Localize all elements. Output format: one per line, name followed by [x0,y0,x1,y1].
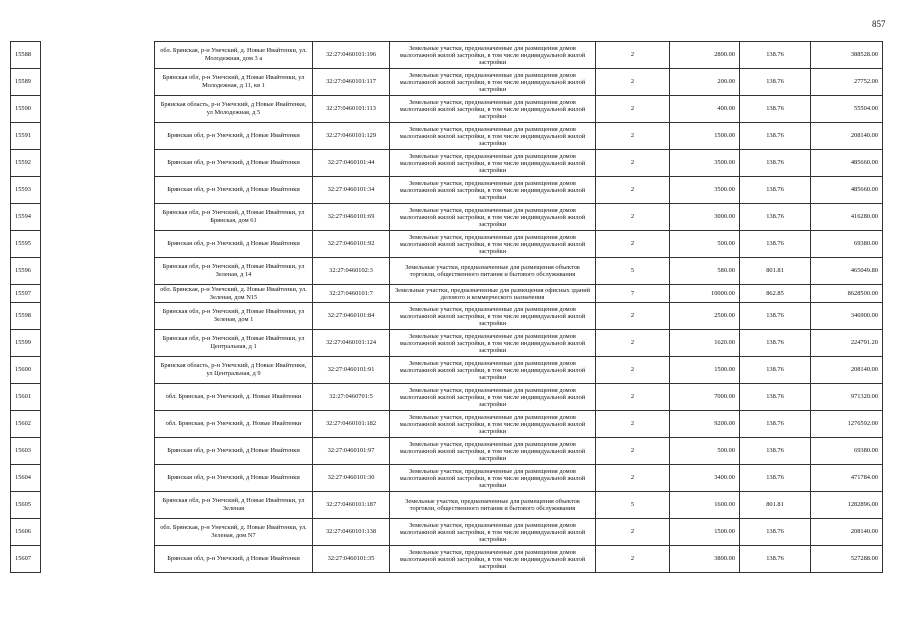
empty-cell [41,384,155,411]
land-use-cell: Земельные участки, предназначенные для размещения домов малоэтажной жилой застройки, в том числе индивидуальной жилой застройки [390,150,596,177]
land-use-cell: Земельные участки, предназначенные для размещения домов малоэтажной жилой застройки, в том числе индивидуальной жилой застройки [390,96,596,123]
cadastral-value-cell: 55504.00 [811,96,883,123]
rate-cell: 138.76 [740,411,811,438]
cadastral-value-cell: 465049.80 [811,258,883,285]
group-cell: 2 [596,42,670,69]
rate-cell: 801.81 [740,258,811,285]
table-row [11,519,883,546]
empty-cell [41,177,155,204]
area-cell: 7000.00 [670,384,740,411]
address-cell: Брянская обл, р-н Унечский, д Новые Ивайтенки, ул Зеленая, дом 1 [155,303,313,330]
group-cell: 2 [596,411,670,438]
cadastral-number-cell: 32:27:0460101:182 [313,411,390,438]
cadastral-number-cell: 32:27:0460101:113 [313,96,390,123]
rate-cell: 138.76 [740,384,811,411]
rate-cell: 138.76 [740,204,811,231]
cadastral-number-cell: 32:27:0460701:5 [313,384,390,411]
row-number-cell: 15595 [11,231,41,258]
land-use-cell: Земельные участки, предназначенные для размещения домов малоэтажной жилой застройки, в том числе индивидуальной жилой застройки [390,519,596,546]
cadastral-value-cell: 208140.00 [811,123,883,150]
table-row [11,123,883,150]
group-cell: 2 [596,384,670,411]
cadastral-value-cell: 69380.00 [811,231,883,258]
group-cell: 2 [596,69,670,96]
row-number-cell: 15588 [11,42,41,69]
empty-cell [41,204,155,231]
cadastral-number-cell: 32:27:0460101:187 [313,492,390,519]
land-use-cell: Земельные участки, предназначенные для размещения домов малоэтажной жилой застройки, в том числе индивидуальной жилой застройки [390,546,596,573]
table-row [11,285,883,303]
cadastral-number-cell: 32:27:0460101:129 [313,123,390,150]
empty-cell [41,42,155,69]
address-cell: обл. Брянская, р-н Унечский, д. Новые Ивайтенки, ул. Зеленая, дом N7 [155,519,313,546]
table-row [11,330,883,357]
cadastral-value-cell: 471784.00 [811,465,883,492]
cadastral-number-cell: 32:27:0460101:69 [313,204,390,231]
cadastral-value-table [10,41,883,573]
group-cell: 2 [596,177,670,204]
empty-cell [41,231,155,258]
cadastral-value-cell: 27752.00 [811,69,883,96]
group-cell: 2 [596,546,670,573]
area-cell: 200.00 [670,69,740,96]
table-row [11,357,883,384]
row-number-cell: 15607 [11,546,41,573]
row-number-cell: 15592 [11,150,41,177]
rate-cell: 138.76 [740,303,811,330]
group-cell: 2 [596,330,670,357]
table-row [11,411,883,438]
group-cell: 2 [596,123,670,150]
cadastral-value-cell: 388528.00 [811,42,883,69]
cadastral-number-cell: 32:27:0460101:30 [313,465,390,492]
row-number-cell: 15596 [11,258,41,285]
land-use-cell: Земельные участки, предназначенные для размещения домов малоэтажной жилой застройки, в том числе индивидуальной жилой застройки [390,303,596,330]
cadastral-value-cell: 527288.00 [811,546,883,573]
empty-cell [41,69,155,96]
table-row [11,492,883,519]
address-cell: Брянская область, р-н Унечский, д Новые Ивайтенки, ул Молодежная, д 5 [155,96,313,123]
address-cell: обл. Брянская, р-н Унечский, д. Новые Ивайтенки, ул. Зеленая, дом N15 [155,285,313,303]
cadastral-number-cell: 32:27:0460101:196 [313,42,390,69]
page-number: 857 [872,19,886,29]
table-row [11,150,883,177]
empty-cell [41,330,155,357]
row-number-cell: 15606 [11,519,41,546]
area-cell: 3800.00 [670,546,740,573]
address-cell: Брянская обл, р-н Унечский, д Новые Ивайтенки, ул Центральная, д 1 [155,330,313,357]
land-use-cell: Земельные участки, предназначенные для размещения домов малоэтажной жилой застройки, в том числе индивидуальной жилой застройки [390,357,596,384]
address-cell: Брянская обл, р-н Унечский, д Новые Ивайтенки [155,465,313,492]
rate-cell: 862.85 [740,285,811,303]
row-number-cell: 15594 [11,204,41,231]
row-number-cell: 15590 [11,96,41,123]
group-cell: 2 [596,150,670,177]
area-cell: 2500.00 [670,303,740,330]
table-row [11,546,883,573]
table-row [11,204,883,231]
table-row [11,177,883,204]
empty-cell [41,150,155,177]
land-use-cell: Земельные участки, предназначенные для размещения домов малоэтажной жилой застройки, в том числе индивидуальной жилой застройки [390,231,596,258]
empty-cell [41,123,155,150]
land-use-cell: Земельные участки, предназначенные для размещения домов малоэтажной жилой застройки, в том числе индивидуальной жилой застройки [390,465,596,492]
address-cell: Брянская обл, р-н Унечский, д Новые Ивайтенки [155,438,313,465]
rate-cell: 138.76 [740,96,811,123]
cadastral-value-cell: 208140.00 [811,519,883,546]
table-body [11,42,883,573]
group-cell: 2 [596,96,670,123]
address-cell: Брянская обл, р-н Унечский, д Новые Ивайтенки [155,177,313,204]
row-number-cell: 15597 [11,285,41,303]
land-use-cell: Земельные участки, предназначенные для размещения домов малоэтажной жилой застройки, в том числе индивидуальной жилой застройки [390,42,596,69]
cadastral-value-cell: 416280.00 [811,204,883,231]
land-use-cell: Земельные участки, предназначенные для размещения объектов торговли, общественного питания и бытового обслуживания [390,492,596,519]
cadastral-value-cell: 485660.00 [811,177,883,204]
table-row [11,96,883,123]
land-use-cell: Земельные участки, предназначенные для размещения домов малоэтажной жилой застройки, в том числе индивидуальной жилой застройки [390,438,596,465]
table-row [11,258,883,285]
row-number-cell: 15600 [11,357,41,384]
land-use-cell: Земельные участки, предназначенные для размещения домов малоэтажной жилой застройки, в том числе индивидуальной жилой застройки [390,69,596,96]
cadastral-number-cell: 32:27:0460101:92 [313,231,390,258]
area-cell: 3500.00 [670,150,740,177]
empty-cell [41,519,155,546]
area-cell: 580.00 [670,258,740,285]
empty-cell [41,96,155,123]
table-row [11,42,883,69]
group-cell: 2 [596,204,670,231]
address-cell: Брянская обл, р-н Унечский, д Новые Ивайтенки [155,123,313,150]
area-cell: 1500.00 [670,519,740,546]
land-use-cell: Земельные участки, предназначенные для размещения домов малоэтажной жилой застройки, в том числе индивидуальной жилой застройки [390,384,596,411]
address-cell: Брянская обл, р-н Унечский, д Новые Ивайтенки, ул Зеленая [155,492,313,519]
cadastral-number-cell: 32:27:0460101:7 [313,285,390,303]
cadastral-number-cell: 32:27:0460101:44 [313,150,390,177]
area-cell: 9200.00 [670,411,740,438]
address-cell: Брянская обл, р-н Унечский, д Новые Ивайтенки, ул Молодежная, д 11, кв 1 [155,69,313,96]
land-use-cell: Земельные участки, предназначенные для размещения домов малоэтажной жилой застройки, в том числе индивидуальной жилой застройки [390,177,596,204]
address-cell: Брянская обл, р-н Унечский, д Новые Ивайтенки [155,150,313,177]
row-number-cell: 15598 [11,303,41,330]
cadastral-value-cell: 1276592.00 [811,411,883,438]
cadastral-value-cell: 8628500.00 [811,285,883,303]
cadastral-number-cell: 32:27:0460101:35 [313,546,390,573]
rate-cell: 138.76 [740,438,811,465]
rate-cell: 138.76 [740,177,811,204]
rate-cell: 138.76 [740,69,811,96]
address-cell: Брянская обл, р-н Унечский, д Новые Ивайтенки, ул Брянская, дом 61 [155,204,313,231]
area-cell: 1600.00 [670,492,740,519]
row-number-cell: 15602 [11,411,41,438]
empty-cell [41,411,155,438]
cadastral-value-cell: 346900.00 [811,303,883,330]
area-cell: 10000.00 [670,285,740,303]
cadastral-value-cell: 208140.00 [811,357,883,384]
area-cell: 2800.00 [670,42,740,69]
cadastral-value-cell: 1282896.00 [811,492,883,519]
table-row [11,69,883,96]
land-use-cell: Земельные участки, предназначенные для размещения домов малоэтажной жилой застройки, в том числе индивидуальной жилой застройки [390,411,596,438]
cadastral-number-cell: 32:27:0460101:124 [313,330,390,357]
rate-cell: 138.76 [740,519,811,546]
row-number-cell: 15599 [11,330,41,357]
group-cell: 2 [596,357,670,384]
group-cell: 2 [596,465,670,492]
area-cell: 3500.00 [670,177,740,204]
empty-cell [41,465,155,492]
row-number-cell: 15605 [11,492,41,519]
table-row [11,465,883,492]
row-number-cell: 15589 [11,69,41,96]
group-cell: 2 [596,231,670,258]
cadastral-value-cell: 69380.00 [811,438,883,465]
empty-cell [41,546,155,573]
empty-cell [41,492,155,519]
area-cell: 3400.00 [670,465,740,492]
area-cell: 400.00 [670,96,740,123]
cadastral-number-cell: 32:27:0460101:97 [313,438,390,465]
row-number-cell: 15601 [11,384,41,411]
address-cell: обл. Брянская, р-н Унечский, д. Новые Ивайтенки [155,411,313,438]
rate-cell: 138.76 [740,231,811,258]
address-cell: обл. Брянская, р-н Унечский, д. Новые Ивайтенки, ул. Молодежная, дом 3 а [155,42,313,69]
address-cell: Брянская обл, р-н Унечский, д Новые Ивайтенки [155,231,313,258]
empty-cell [41,303,155,330]
rate-cell: 801.81 [740,492,811,519]
cadastral-number-cell: 32:27:0460101:138 [313,519,390,546]
address-cell: Брянская область, р-н Унечский, д Новые Ивайтенки, ул Центральная, д 9 [155,357,313,384]
rate-cell: 138.76 [740,150,811,177]
group-cell: 2 [596,519,670,546]
cadastral-number-cell: 32:27:0460101:117 [313,69,390,96]
rate-cell: 138.76 [740,330,811,357]
land-use-cell: Земельные участки, предназначенные для размещения домов малоэтажной жилой застройки, в том числе индивидуальной жилой застройки [390,204,596,231]
group-cell: 5 [596,492,670,519]
rate-cell: 138.76 [740,357,811,384]
group-cell: 7 [596,285,670,303]
cadastral-value-cell: 224791.20 [811,330,883,357]
land-use-cell: Земельные участки, предназначенные для размещения домов малоэтажной жилой застройки, в том числе индивидуальной жилой застройки [390,330,596,357]
address-cell: Брянская обл, р-н Унечский, д Новые Ивайтенки, ул Зеленая, д 14 [155,258,313,285]
area-cell: 1500.00 [670,123,740,150]
group-cell: 5 [596,258,670,285]
empty-cell [41,438,155,465]
land-use-cell: Земельные участки, предназначенные для размещения домов малоэтажной жилой застройки, в том числе индивидуальной жилой застройки [390,123,596,150]
rate-cell: 138.76 [740,465,811,492]
cadastral-value-cell: 971320.00 [811,384,883,411]
land-use-cell: Земельные участки, предназначенные для размещения объектов торговли, общественного питания и бытового обслуживания [390,258,596,285]
table-row [11,303,883,330]
empty-cell [41,285,155,303]
group-cell: 2 [596,303,670,330]
area-cell: 500.00 [670,231,740,258]
area-cell: 500.00 [670,438,740,465]
empty-cell [41,357,155,384]
empty-cell [41,258,155,285]
group-cell: 2 [596,438,670,465]
row-number-cell: 15604 [11,465,41,492]
row-number-cell: 15603 [11,438,41,465]
cadastral-value-cell: 485660.00 [811,150,883,177]
area-cell: 1620.00 [670,330,740,357]
row-number-cell: 15591 [11,123,41,150]
rate-cell: 138.76 [740,42,811,69]
rate-cell: 138.76 [740,546,811,573]
row-number-cell: 15593 [11,177,41,204]
cadastral-number-cell: 32:27:0460101:84 [313,303,390,330]
table-row [11,438,883,465]
cadastral-number-cell: 32:27:0460102:3 [313,258,390,285]
area-cell: 1500.00 [670,357,740,384]
address-cell: Брянская обл, р-н Унечский, д Новые Ивайтенки [155,546,313,573]
rate-cell: 138.76 [740,123,811,150]
area-cell: 3000.00 [670,204,740,231]
cadastral-number-cell: 32:27:0460101:34 [313,177,390,204]
table-row [11,384,883,411]
address-cell: обл. Брянская, р-н Унечский, д. Новые Ивайтенки [155,384,313,411]
cadastral-number-cell: 32:27:0460101:91 [313,357,390,384]
land-use-cell: Земельные участки, предназначенные для размещения офисных зданий делового и коммерческого назначения [390,285,596,303]
table-row [11,231,883,258]
